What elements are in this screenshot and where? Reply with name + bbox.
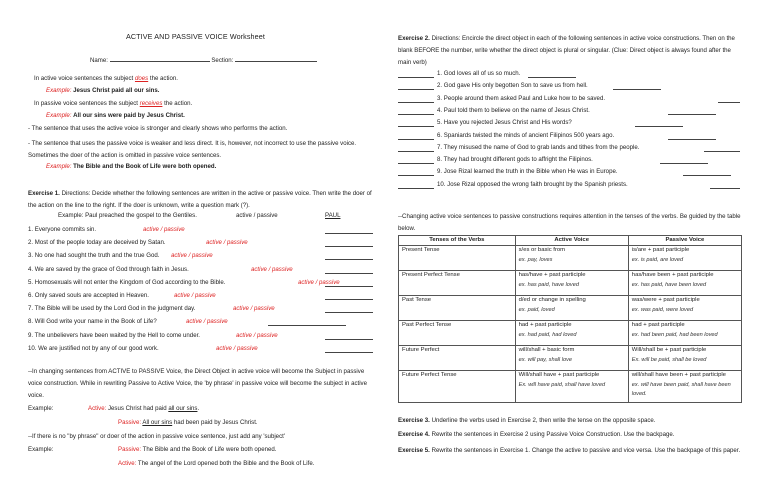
- intro-active-pre: In active voice sentences the subject: [34, 75, 134, 82]
- exercise3-text: Underline the verbs used in Exercise 2, then write the tense on the opposite space.: [431, 417, 656, 424]
- exercise1-item: 1. Everyone commits sin.: [28, 226, 97, 233]
- table-row: [399, 296, 742, 321]
- active-passive-choice[interactable]: active / passive: [216, 344, 258, 352]
- intro-passive-post: the action.: [164, 100, 193, 107]
- tense-answer-blank[interactable]: [660, 158, 708, 164]
- example-label: Example:: [46, 87, 72, 94]
- active-pre: Jesus Christ had paid: [108, 405, 167, 412]
- worksheet-title: ACTIVE AND PASSIVE VOICE Worksheet: [126, 32, 265, 41]
- example2-passive-text: The Bible and the Book of Life were both opened.: [142, 446, 277, 453]
- active-label: Active:: [88, 405, 107, 412]
- table-row: [399, 271, 742, 296]
- table-cell: [515, 271, 628, 296]
- cell-example: Ex. will have paid, shall have loved: [518, 382, 606, 389]
- table-cell: [515, 346, 628, 371]
- cell-example: ex. will have been paid, shall have been loved.: [631, 382, 731, 398]
- tense-answer-blank[interactable]: [668, 134, 716, 140]
- active-passive-choice[interactable]: active / passive: [143, 226, 185, 233]
- intro-active-post: the action.: [149, 75, 178, 82]
- sample-answer: PAUL: [325, 212, 341, 219]
- cell-text: had + past participle: [631, 321, 685, 328]
- tenses-table-body: [399, 246, 742, 403]
- cell-text: is/are + past participle: [631, 246, 690, 253]
- table-cell: [399, 371, 516, 403]
- changing-active-example: [88, 406, 199, 412]
- exercise5-text: Rewrite the sentences in Exercise 1. Change the active to passive and vice versa. Use the backpage of this paper.: [431, 447, 741, 454]
- active-label: Active:: [118, 460, 137, 467]
- exercise1-item: 10. We are justified not by any of our good work.: [28, 344, 159, 352]
- table-row: [399, 371, 742, 403]
- exercise4: [398, 432, 674, 438]
- cell-example: ex. is paid, are loved: [631, 257, 684, 264]
- table-cell: [628, 246, 741, 271]
- plural-singular-blank[interactable]: [398, 158, 434, 164]
- changing-example2-active: [118, 461, 314, 467]
- passive-post: had been paid by Jesus Christ.: [173, 419, 258, 426]
- cell-text: Present Perfect Tense: [402, 271, 460, 278]
- doer-answer-blank[interactable]: [325, 347, 373, 353]
- table-cell: [628, 371, 741, 403]
- doer-answer-blank[interactable]: [268, 320, 346, 326]
- table-cell: [515, 246, 628, 271]
- intro-example3: [46, 164, 216, 170]
- exercise2-item: 4. Paul told them to believe on the name of Jesus Christ.: [437, 106, 590, 114]
- cell-text: Present Tense: [402, 246, 440, 253]
- exercise2-item: 2. God gave His only begotten Son to save us from hell.: [437, 82, 588, 90]
- table-header-row: [399, 236, 742, 246]
- plural-singular-blank[interactable]: [398, 72, 434, 78]
- changing-paragraph: --In changing sentences from ACTIVE to PASSIVE Voice, the Direct Object in active voice will become the Subject in passive voice construction. While in rewriting Passive to Active Voice, the 'by phrase' in passive voice will become the subject in active voice.: [28, 368, 367, 399]
- cell-example: ex. was paid, were loved: [631, 307, 694, 314]
- plural-singular-blank[interactable]: [398, 84, 434, 90]
- tenses-table: [398, 235, 742, 403]
- table-header: Passive Voice: [628, 236, 741, 246]
- cell-example: ex. had been paid, had been loved: [631, 332, 718, 339]
- table-cell: [515, 371, 628, 403]
- cell-example: ex. will pay, shall love: [518, 357, 572, 364]
- tenses-note: --Changing active voice sentences to passive constructions requires attention in the tenses of the verbs. Be guided by the table below.: [398, 213, 741, 232]
- table-cell: [628, 296, 741, 321]
- cell-text: was/were + past participle: [631, 296, 700, 303]
- exercise2-item: 3. People around them asked Paul and Luke how to be saved.: [437, 94, 606, 102]
- exercise2-item: 5. Have you rejected Jesus Christ and His words?: [437, 119, 572, 127]
- exercise1-label: Exercise 1.: [28, 190, 60, 197]
- exercise2-item: 10. Jose Rizal opposed the wrong faith brought by the Spanish priests.: [437, 180, 628, 188]
- table-row: [399, 321, 742, 346]
- doer-answer-blank[interactable]: [325, 294, 373, 300]
- cell-text: had + past participle: [518, 321, 572, 328]
- doer-answer-blank[interactable]: [325, 281, 373, 287]
- changing-passive-example: [118, 420, 258, 426]
- active-passive-choice[interactable]: active / passive: [174, 292, 216, 299]
- intro-passive-example: [46, 113, 185, 119]
- changing-example2-label: Example:: [28, 446, 54, 453]
- name-line: [90, 56, 317, 64]
- note-active: - The sentence that uses the active voice is stronger and clearly shows who performs the action.: [28, 125, 288, 132]
- no-by-phrase-note: --If there is no "by phrase" or doer of the action in passive voice sentence, just add any 'subject': [28, 433, 285, 440]
- tense-answer-blank[interactable]: [710, 183, 740, 189]
- plural-singular-blank[interactable]: [398, 183, 434, 189]
- table-header: Active Voice: [515, 236, 628, 246]
- cell-example: ex. had paid, had loved: [518, 332, 577, 339]
- sample-choice: active / passive: [236, 212, 278, 219]
- cell-text: Past Tense: [402, 296, 432, 303]
- exercise2-item: 7. They misused the name of God to grab lands and tithes from the people.: [437, 143, 640, 151]
- example3-text: The Bible and the Book of Life were both opened.: [73, 163, 217, 170]
- doer-answer-blank[interactable]: [325, 228, 373, 234]
- active-passive-choice[interactable]: active / passive: [233, 305, 275, 313]
- tense-answer-blank[interactable]: [718, 97, 740, 103]
- exercise2-item: 1. God loves all of us so much.: [437, 70, 521, 77]
- doer-answer-blank[interactable]: [325, 241, 373, 247]
- cell-text: will/shall + basic form: [518, 346, 575, 353]
- exercise1-item: 3. No one had sought the truth and the true God.: [28, 252, 160, 260]
- example-label: Example:: [46, 112, 72, 119]
- table-row: [399, 246, 742, 271]
- active-passive-choice[interactable]: active / passive: [171, 252, 213, 260]
- table-cell: [399, 271, 516, 296]
- cell-text: d/ed or change in spelling: [518, 296, 586, 303]
- tense-answer-blank[interactable]: [668, 109, 716, 115]
- cell-example: ex. has paid, have loved: [518, 282, 579, 289]
- exercise5: [398, 445, 742, 457]
- active-post: .: [197, 405, 200, 412]
- exercise4-text: Rewrite the sentences in Exercise 2 using Passive Voice Construction. Use the backpage.: [431, 431, 675, 438]
- table-row: [399, 346, 742, 371]
- intro-active: [34, 76, 178, 82]
- sample-sentence: Example: Paul preached the gospel to the Gentiles.: [58, 212, 197, 219]
- exercise1-sample: [58, 213, 197, 219]
- cell-example: ex. has paid, have been loved: [631, 282, 707, 289]
- table-cell: [399, 246, 516, 271]
- doer-answer-blank[interactable]: [325, 268, 373, 274]
- table-cell: [399, 321, 516, 346]
- active-underlined: all our sins: [168, 405, 198, 412]
- section-blank[interactable]: [235, 56, 317, 62]
- tense-answer-blank[interactable]: [683, 170, 731, 176]
- changing-example-label: Example:: [28, 405, 54, 412]
- tense-answer-blank[interactable]: [528, 72, 576, 78]
- exercise1-item: 8. Will God write your name in the Book of Life?: [28, 318, 157, 326]
- cell-text: s/es or basic from: [518, 246, 566, 253]
- intro-passive-pre: In passive voice sentences the subject: [34, 100, 138, 107]
- plural-singular-blank[interactable]: [398, 97, 434, 103]
- exercise1-directions-text: Directions: Decide whether the following sentences are written in the active or passive voice. Then write the doer of the action on the line to the right. If the doer is unknown, write a question mark (?).: [28, 190, 372, 209]
- note-passive: - The sentence that uses the passive voice is weaker and less direct. It is, however, not incorrect to use the passive voice. Sometimes the doer of the action is omitted in passive voice sentences.: [28, 140, 357, 159]
- exercise1-directions: [28, 188, 373, 212]
- table-header: Tenses of the Verbs: [399, 236, 516, 246]
- tense-answer-blank[interactable]: [613, 84, 661, 90]
- section-label: Section:: [211, 57, 234, 64]
- doer-answer-blank[interactable]: [325, 334, 373, 340]
- exercise1-item: 5. Homosexuals will not enter the Kingdom of God according to the Bible.: [28, 278, 226, 286]
- cell-text: Will/shall have + past participle: [518, 371, 600, 378]
- cell-text: has/have been + past participle: [631, 271, 714, 278]
- active-passive-choice[interactable]: active / passive: [186, 318, 228, 326]
- passive-underlined: All our sins: [142, 419, 173, 426]
- exercise2-item: 9. Jose Rizal learned the truth in the Bible when He was in Europe.: [437, 168, 618, 176]
- example2-active-text: The angel of the Lord opened both the Bible and the Book of Life.: [137, 460, 315, 467]
- exercise3-label: Exercise 3.: [398, 417, 430, 424]
- table-cell: [515, 296, 628, 321]
- exercise2-item: 6. Spaniards twisted the minds of ancient Filipinos 500 years ago.: [437, 131, 615, 139]
- table-cell: [515, 321, 628, 346]
- table-cell: [399, 296, 516, 321]
- active-example-text: Jesus Christ paid all our sins.: [73, 87, 160, 94]
- exercise2-item: 8. They had brought different gods to affright the Filipinos.: [437, 156, 593, 164]
- example-label: Example:: [46, 163, 72, 170]
- active-passive-choice[interactable]: active / passive: [251, 265, 293, 273]
- exercise1-item: 2. Most of the people today are deceived by Satan.: [28, 239, 166, 247]
- plural-singular-blank[interactable]: [398, 170, 434, 176]
- passive-example-text: All our sins were paid by Jesus Christ.: [73, 112, 185, 119]
- name-blank[interactable]: [110, 56, 210, 62]
- cell-text: Past Perfect Tense: [402, 321, 452, 328]
- cell-text: will/shall have been + past participle: [631, 371, 726, 378]
- table-cell: [628, 271, 741, 296]
- cell-text: Future Perfect: [402, 346, 440, 353]
- exercise3: [398, 418, 655, 424]
- cell-text: Future Perfect Tense: [402, 371, 457, 378]
- tense-answer-blank[interactable]: [635, 121, 683, 127]
- intro-active-example: [46, 88, 159, 94]
- table-cell: [628, 346, 741, 371]
- plural-singular-blank[interactable]: [398, 146, 434, 152]
- exercise4-label: Exercise 4.: [398, 431, 430, 438]
- exercise2-label: Exercise 2.: [398, 35, 430, 42]
- cell-example: ex. pay, loves: [518, 257, 553, 264]
- changing-example2-passive: [118, 447, 276, 453]
- plural-singular-blank[interactable]: [398, 121, 434, 127]
- exercise1-item: 4. We are saved by the grace of God through faith in Jesus.: [28, 265, 189, 273]
- table-cell: [628, 321, 741, 346]
- intro-active-verb: does: [134, 75, 149, 82]
- cell-text: Will/shall be + past participle: [631, 346, 707, 353]
- exercise2-directions: [398, 33, 742, 69]
- plural-singular-blank[interactable]: [398, 134, 434, 140]
- exercise5-label: Exercise 5.: [398, 447, 430, 454]
- name-label: Name:: [90, 57, 108, 64]
- table-cell: [399, 346, 516, 371]
- passive-label: Passive:: [118, 446, 142, 453]
- exercise1-item: 6. Only saved souls are accepted in Heaven.: [28, 292, 149, 299]
- cell-example: Ex. will be paid, shall be loved: [631, 357, 707, 364]
- doer-answer-blank[interactable]: [325, 307, 373, 313]
- plural-singular-blank[interactable]: [398, 109, 434, 115]
- tense-answer-blank[interactable]: [704, 146, 740, 152]
- cell-example: ex. paid, loved: [518, 307, 555, 314]
- cell-text: has/have + past participle: [518, 271, 586, 278]
- active-passive-choice[interactable]: active / passive: [298, 278, 340, 286]
- active-passive-choice[interactable]: active / passive: [236, 331, 278, 339]
- active-passive-choice[interactable]: active / passive: [206, 239, 248, 247]
- intro-passive: [34, 101, 192, 107]
- exercise1-item: 9. The unbelievers have been waited by the Hell to come under.: [28, 331, 200, 339]
- doer-answer-blank[interactable]: [325, 254, 373, 260]
- intro-passive-verb: receives: [139, 100, 163, 107]
- exercise2-directions-text: Directions: Encircle the direct object in each of the following sentences in active voice constructions. Then on the blank BEFORE the number, write whether the direct object is plural or singular. (Clue: Direct object is always found after the main verb): [398, 35, 735, 66]
- exercise1-item: 7. The Bible will be used by the Lord God in the judgment day.: [28, 305, 196, 313]
- passive-label: Passive:: [118, 419, 142, 426]
